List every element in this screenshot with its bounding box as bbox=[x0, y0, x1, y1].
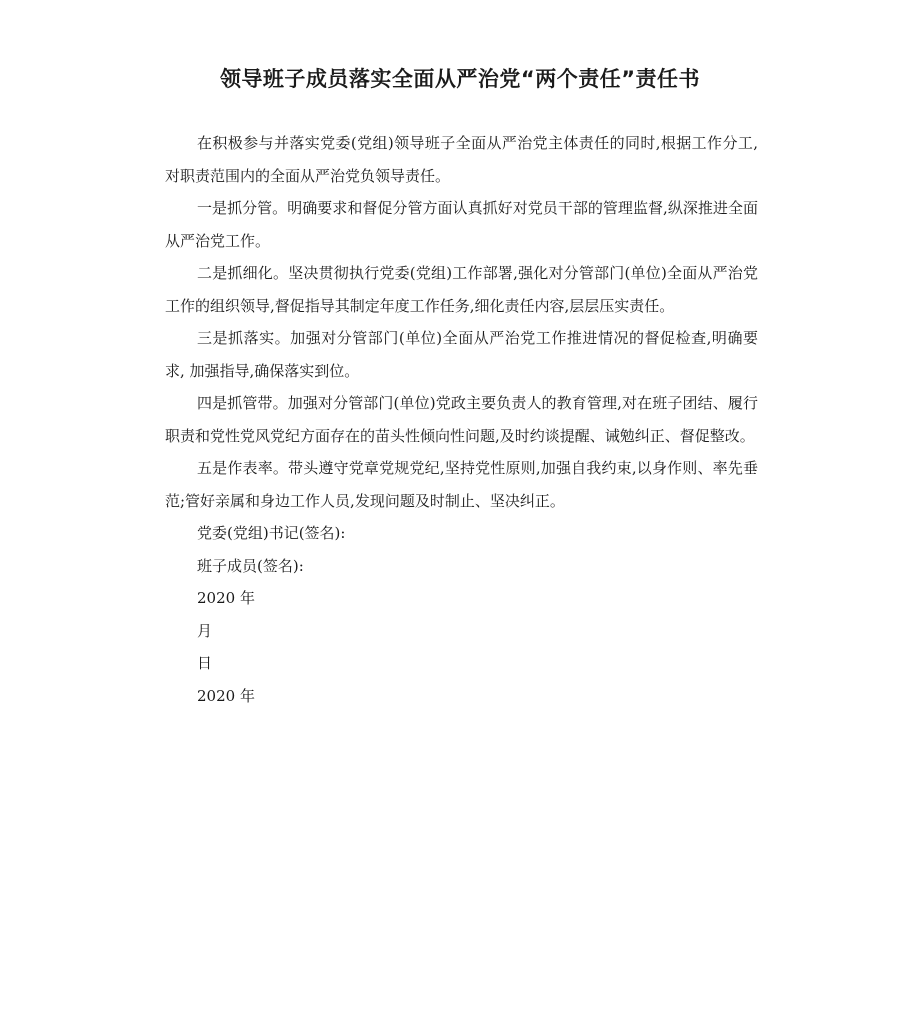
date-month: 月 bbox=[197, 621, 213, 640]
paragraph-item-1: 一是抓分管。明确要求和督促分管方面认真抓好对党员干部的管理监督,纵深推进全面从严治党工作。 bbox=[165, 199, 758, 250]
signature-member: 班子成员(签名): bbox=[197, 556, 304, 575]
document-title: 领导班子成员落实全面从严治党“两个责任”责任书 bbox=[219, 67, 701, 91]
paragraph-intro: 在积极参与并落实党委(党组)领导班子全面从严治党主体责任的同时,根据工作分工,对职责范围内的全面从严治党负领导责任。 bbox=[165, 134, 758, 185]
date-year-1: 2020 年 bbox=[197, 589, 255, 607]
date-year-2: 2020 年 bbox=[197, 686, 255, 705]
paragraph-item-5: 五是作表率。带头遵守党章党规党纪,坚持党性原则,加强自我约束,以身作则、率先垂范;管好亲属和身边工作人员,发现问题及时制止、坚决纠正。 bbox=[165, 459, 758, 510]
paragraph-item-3: 三是抓落实。加强对分管部门(单位)全面从严治党工作推进情况的督促检查,明确要求, 加强指导,确保落实到位。 bbox=[165, 329, 758, 380]
paragraph-item-2: 二是抓细化。坚决贯彻执行党委(党组)工作部署,强化对分管部门(单位)全面从严治党工作的组织领导,督促指导其制定年度工作任务,细化责任内容,层层压实责任。 bbox=[165, 264, 758, 315]
signature-secretary: 党委(党组)书记(签名): bbox=[197, 524, 346, 542]
paragraph-item-4: 四是抓管带。加强对分管部门(单位)党政主要负责人的教育管理,对在班子团结、履行职责和党性党风党纪方面存在的苗头性倾向性问题,及时约谈提醒、诫勉纠正、督促整改。 bbox=[165, 394, 758, 445]
date-day: 日 bbox=[197, 654, 213, 672]
document-body bbox=[165, 127, 758, 712]
